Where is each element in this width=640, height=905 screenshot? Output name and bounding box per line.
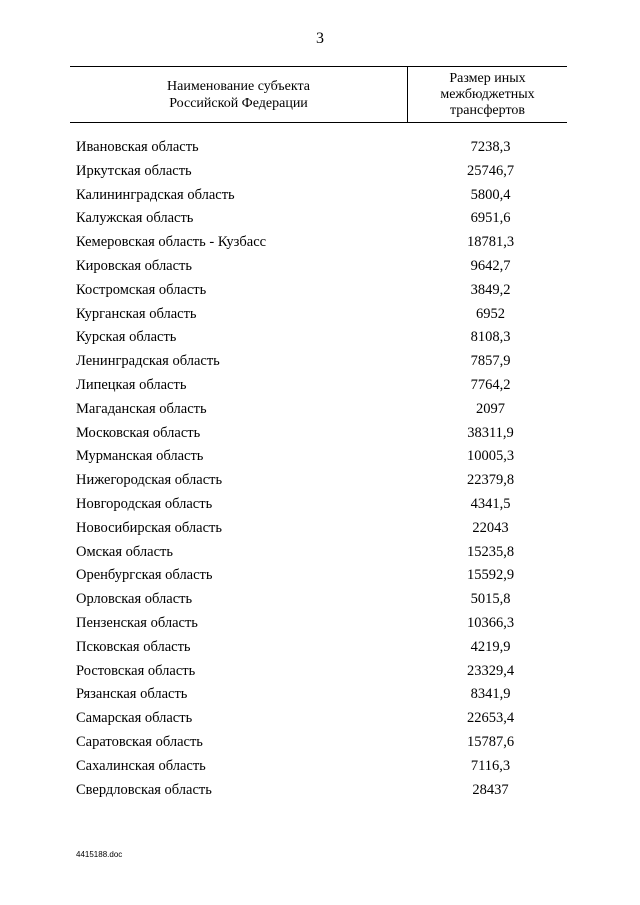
table-row: [76, 731, 567, 755]
region-name: Костромская область: [76, 281, 207, 298]
transfer-amount: 23329,4: [466, 662, 515, 679]
header-amount-line1: Размер иных: [449, 70, 526, 86]
transfer-amount: 7238,3: [470, 139, 511, 155]
region-name: Мурманская область: [76, 448, 204, 465]
region-name: Ивановская область: [76, 139, 199, 155]
page-number: 3: [316, 30, 324, 47]
region-name: Омская область: [76, 543, 173, 560]
transfer-amount: 22379,8: [466, 472, 515, 489]
table-row: [76, 398, 567, 422]
header-subject-name-line2: Российской Федерации: [169, 95, 308, 111]
region-name: Калининградская область: [76, 186, 235, 203]
table-row: [76, 445, 567, 469]
table-row: [76, 517, 567, 541]
table-row: [76, 541, 567, 565]
transfer-amount: 22043: [472, 519, 509, 536]
header-subject-name-line1: Наименование субъекта: [167, 78, 310, 94]
transfer-amount: 10005,3: [466, 448, 515, 465]
region-name: Кировская область: [76, 257, 193, 274]
region-name: Ростовская область: [76, 662, 196, 679]
region-name: Свердловская область: [76, 781, 212, 798]
transfer-amount: 3849,2: [470, 281, 511, 298]
transfer-amount: 15592,9: [466, 567, 515, 584]
transfer-amount: 7764,2: [470, 376, 511, 393]
table-row: [76, 326, 567, 350]
transfer-amount: 4219,9: [470, 638, 511, 655]
region-name: Псковская область: [76, 638, 191, 655]
table-row: [76, 422, 567, 446]
transfer-amount: 7116,3: [470, 757, 511, 774]
region-name: Пензенская область: [76, 614, 198, 631]
region-name: Сахалинская область: [76, 757, 206, 774]
region-name: Оренбургская область: [76, 567, 213, 584]
transfer-amount: 6951,6: [470, 210, 511, 227]
document-id: 4415188.doc: [76, 850, 123, 859]
table-row: [76, 303, 567, 327]
transfer-amount: 18781,3: [466, 234, 515, 251]
transfer-amount: 9642,7: [470, 257, 511, 274]
table-row: [76, 779, 567, 803]
transfer-amount: 2097: [476, 400, 505, 417]
table-row: [76, 279, 567, 303]
transfer-amount: 10366,3: [466, 614, 515, 631]
region-name: Курская область: [76, 329, 177, 346]
transfer-amount: 22653,4: [466, 710, 515, 727]
region-name: Новосибирская область: [76, 519, 222, 536]
table-row: [76, 493, 567, 517]
table-row: [76, 612, 567, 636]
region-name: Кемеровская область - Кузбасс: [76, 234, 267, 251]
transfer-amount: 15235,8: [466, 543, 515, 560]
header-transfer-amount: [408, 67, 567, 122]
transfer-amount: 28437: [472, 781, 509, 798]
table-row: [76, 207, 567, 231]
table-row: [76, 255, 567, 279]
table-row: [76, 231, 567, 255]
transfer-amount: 38311,9: [467, 424, 514, 441]
region-name: Рязанская область: [76, 686, 188, 703]
region-name: Самарская область: [76, 710, 193, 727]
transfer-amount: 5800,4: [470, 186, 511, 203]
table-row: [76, 683, 567, 707]
table-row: [76, 755, 567, 779]
region-name: Курганская область: [76, 305, 197, 322]
transfer-amount: 8108,3: [470, 329, 511, 346]
header-amount-line2: межбюджетных: [440, 86, 535, 102]
table-row: [76, 350, 567, 374]
region-name: Московская область: [76, 424, 201, 441]
header-amount-line3: трансфертов: [449, 102, 526, 118]
transfer-amount: 8341,9: [470, 686, 511, 703]
region-name: Калужская область: [76, 210, 194, 227]
table-row: [76, 374, 567, 398]
region-name: Липецкая область: [76, 376, 187, 393]
region-name: Ленинградская область: [76, 353, 220, 370]
table-row: [76, 184, 567, 208]
transfer-amount: 5015,8: [470, 591, 511, 608]
table-row: [76, 707, 567, 731]
table-row: [76, 660, 567, 684]
table-header: [70, 66, 567, 123]
transfer-amount: 7857,9: [470, 353, 511, 370]
transfer-amount: 4341,5: [470, 495, 511, 512]
table-row: [76, 588, 567, 612]
header-subject-name: [70, 67, 407, 122]
region-name: Саратовская область: [76, 733, 203, 750]
table-row: [76, 136, 567, 160]
region-name: Орловская область: [76, 591, 193, 608]
region-name: Нижегородская область: [76, 472, 223, 489]
region-name: Иркутская область: [76, 162, 192, 179]
table-row: [76, 469, 567, 493]
table-row: [76, 564, 567, 588]
table-row: [76, 636, 567, 660]
region-name: Магаданская область: [76, 400, 207, 417]
table-body: [76, 136, 567, 802]
table-row: [76, 160, 567, 184]
transfer-amount: 15787,6: [466, 733, 515, 750]
transfer-amount: 25746,7: [466, 162, 515, 179]
region-name: Новгородская область: [76, 495, 213, 512]
transfer-amount: 6952: [476, 305, 505, 322]
